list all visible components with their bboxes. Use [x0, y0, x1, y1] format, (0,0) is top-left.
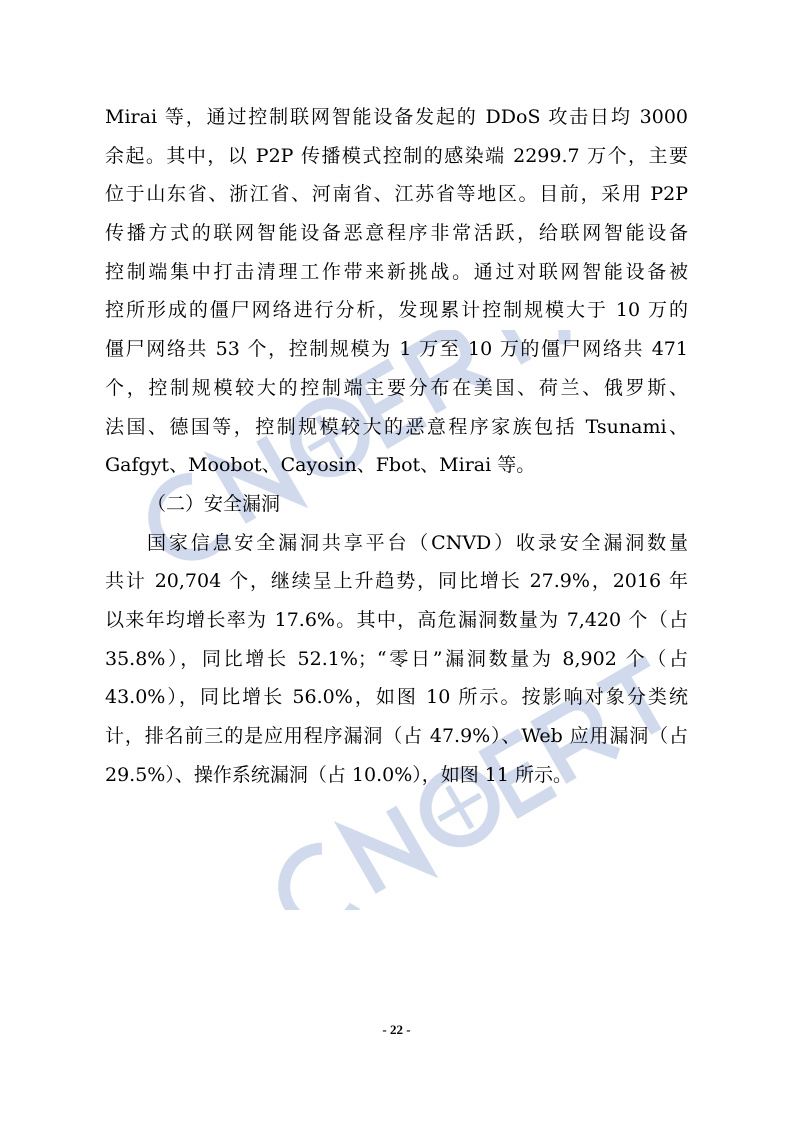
text-line: 位于山东省、浙江省、河南省、江苏省等地区。目前，采用 P2P	[105, 183, 688, 206]
text-line: 个，控制规模较大的控制端主要分布在美国、荷兰、俄罗斯、	[105, 376, 688, 399]
text-line: 35.8%），同比增长 52.1%；“零日”漏洞数量为 8,902 个（占	[105, 647, 688, 670]
text-line: 43.0%），同比增长 56.0%，如图 10 所示。按影响对象分类统	[105, 686, 688, 709]
text-line: 余起。其中，以 P2P 传播模式控制的感染端 2299.7 万个，主要	[105, 144, 688, 167]
text-line: 共计 20,704 个，继续呈上升趋势，同比增长 27.9%，2016 年	[105, 570, 688, 593]
section-heading: （二）安全漏洞	[147, 492, 281, 515]
text-line: 法国、德国等，控制规模较大的恶意程序家族包括 Tsunami、	[105, 415, 688, 438]
text-line: Mirai 等，通过控制联网智能设备发起的 DDoS 攻击日均 3000	[105, 106, 688, 128]
text-line: 控所形成的僵尸网络进行分析，发现累计控制规模大于 10 万的	[105, 299, 688, 322]
text-line: 以来年均增长率为 17.6%。其中，高危漏洞数量为 7,420 个（占	[105, 608, 688, 631]
paragraph-botnet	[105, 98, 688, 485]
text-line: 29.5%）、操作系统漏洞（占 10.0%），如图 11 所示。	[105, 763, 573, 786]
text-line: Gafgyt、Moobot、Cayosin、Fbot、Mirai 等。	[105, 454, 536, 477]
text-line: 传播方式的联网智能设备恶意程序非常活跃，给联网智能设备	[105, 222, 688, 245]
text-line: 僵尸网络共 53 个，控制规模为 1 万至 10 万的僵尸网络共 471	[105, 338, 688, 361]
page-number: - 22 -	[382, 1022, 411, 1037]
text-line: 计，排名前三的是应用程序漏洞（占 47.9%）、Web 应用漏洞（占	[105, 725, 688, 747]
body-text	[105, 98, 688, 794]
paragraph-vulnerabilities	[105, 524, 688, 795]
text-line: 控制端集中打击清理工作带来新挑战。通过对联网智能设备被	[105, 260, 688, 283]
text-line: 国家信息安全漏洞共享平台（CNVD）收录安全漏洞数量	[147, 531, 688, 554]
